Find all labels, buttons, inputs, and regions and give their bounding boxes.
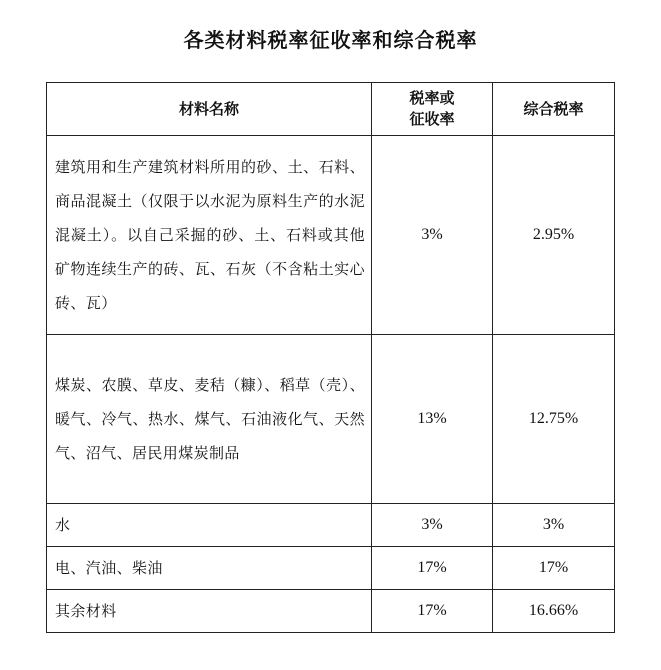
header-composite-rate: 综合税率 — [493, 83, 615, 136]
composite-rate-cell: 2.95% — [493, 136, 615, 335]
material-name-cell: 建筑用和生产建筑材料所用的砂、土、石料、商品混凝土（仅限于以水泥为原料生产的水泥混凝土）。以自己采掘的砂、土、石料或其他矿物连续生产的砖、瓦、石灰（不含粘土实心砖、瓦） — [47, 136, 372, 335]
composite-rate-cell: 3% — [493, 504, 615, 547]
tax-rate-cell: 3% — [372, 504, 493, 547]
header-tax-rate-line2: 征收率 — [409, 110, 455, 128]
material-name-cell: 煤炭、农膜、草皮、麦秸（糠）、稻草（壳）、暖气、冷气、热水、煤气、石油液化气、天然气、沼气、居民用煤炭制品 — [47, 335, 372, 504]
material-name-cell: 水 — [47, 504, 372, 547]
header-material-name: 材料名称 — [47, 83, 372, 136]
tax-rate-cell: 13% — [372, 335, 493, 504]
tax-rate-cell: 17% — [372, 590, 493, 633]
table-row — [47, 547, 615, 590]
table-header-row — [47, 83, 615, 136]
header-tax-rate — [372, 83, 493, 136]
composite-rate-cell: 16.66% — [493, 590, 615, 633]
tax-rate-table — [46, 82, 615, 633]
table-row — [47, 590, 615, 633]
material-name-cell: 其余材料 — [47, 590, 372, 633]
header-tax-rate-line1: 税率或 — [409, 89, 455, 107]
page-title: 各类材料税率征收率和综合税率 — [183, 28, 478, 52]
material-name-cell: 电、汽油、柴油 — [47, 547, 372, 590]
tax-rate-cell: 17% — [372, 547, 493, 590]
tax-rate-cell: 3% — [372, 136, 493, 335]
table-row — [47, 335, 615, 504]
table-row — [47, 136, 615, 335]
composite-rate-cell: 12.75% — [493, 335, 615, 504]
composite-rate-cell: 17% — [493, 547, 615, 590]
table-row — [47, 504, 615, 547]
